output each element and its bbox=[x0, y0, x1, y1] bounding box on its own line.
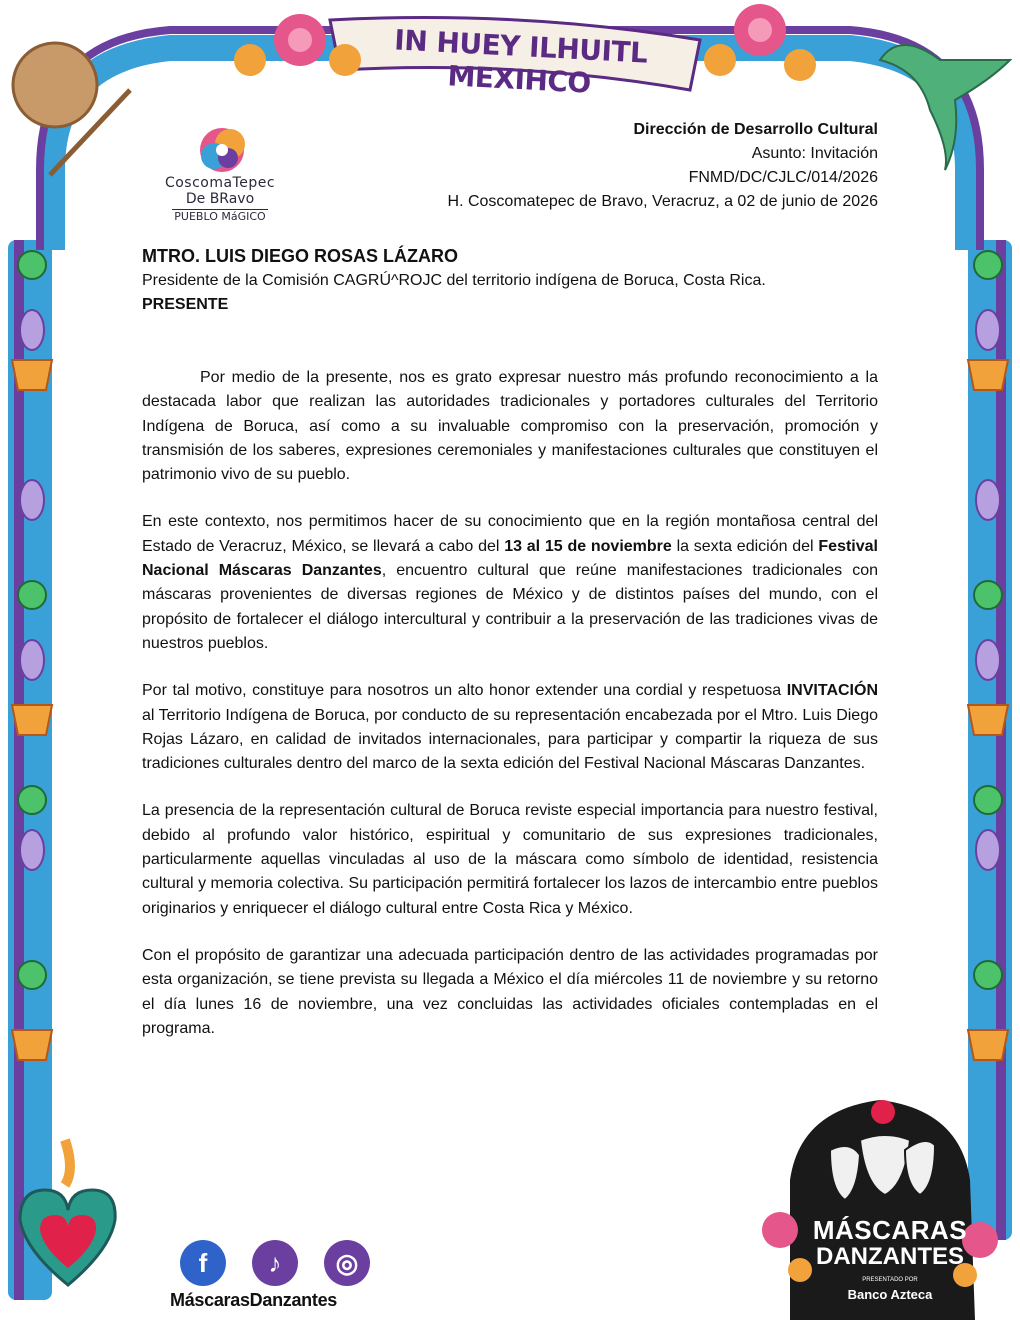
place-date: H. Coscomatepec de Bravo, Veracruz, a 02 de junio de 2026 bbox=[447, 193, 878, 210]
banner-title: IN HUEY ILHUITL MEXIHCO bbox=[393, 23, 649, 100]
presente: PRESENTE bbox=[142, 296, 229, 313]
social-handle: MáscarasDanzantes bbox=[170, 1290, 337, 1310]
paragraph-3: Por tal motivo, constituye para nosotros un alto honor extender una cordial y respetuosa INVITACIÓN al Territorio Indígena de Boruca, por conducto de su representación encabezada por el Mtro. Luis Diego Rojas Lázaro, en calidad de invitados internacionales, para participar y compartir la riqueza de sus tradiciones culturales dentro del marco de la sexta edición del Festival Nacional Máscaras Danzantes. bbox=[142, 682, 878, 773]
tiktok-icon[interactable]: ♪ bbox=[252, 1240, 298, 1286]
logo-line-3: PUEBLO MáGICO bbox=[174, 210, 266, 223]
logo-text-presented: PRESENTADO POR bbox=[862, 1277, 918, 1283]
subject: Asunto: Invitación bbox=[751, 145, 878, 162]
mascaras-danzantes-logo bbox=[790, 1085, 990, 1315]
paragraph-1: Por medio de la presente, nos es grato expresar nuestro más profundo reconocimiento a la destacada labor que realizan las autoridades tradicionales y portadores culturales del Territorio Indígena de Boruca, así como a su invaluable compromiso con la preservación, promoción y transmisión de los saberes, expresiones ceremoniales y manifestaciones culturales que constituyen el patrimonio vivo de su pueblo. bbox=[142, 369, 878, 484]
logo-line-2: De BRavo bbox=[185, 191, 255, 207]
logo-line-1: CoscomaTepec bbox=[164, 175, 276, 191]
logo-text-mascaras: MÁSCARAS bbox=[812, 1215, 968, 1245]
invitation-word: INVITACIÓN bbox=[786, 682, 878, 700]
paragraph-4: La presencia de la representación cultural de Boruca reviste especial importancia para nuestro festival, debido al profundo valor histórico, espiritual y comunitario de sus expresiones tradicionales, particularmente aquellas vinculadas al uso de la máscara como símbolo de identidad, resistencia cultural y memoria colectiva. Su participación permitirá fortalecer los lazos de intercambio entre pueblos originarios y enriquecer el diálogo cultural entre Costa Rica y México. bbox=[142, 802, 878, 917]
pueblo-magico-logo bbox=[150, 125, 290, 225]
facebook-icon[interactable]: f bbox=[180, 1240, 226, 1286]
instagram-icon[interactable]: ◎ bbox=[324, 1240, 370, 1286]
paragraph-5: Con el propósito de garantizar una adecuada participación dentro de las actividades programadas por esta organización, se tiene prevista su llegada a México el día miércoles 11 de noviembre y su retorno el día lunes 16 de noviembre, una vez concluidas las actividades oficiales contempladas en el programa. bbox=[142, 946, 878, 1037]
social-links bbox=[170, 1240, 390, 1310]
paragraph-2: En este contexto, nos permitimos hacer de su conocimiento que en la región montañosa central del Estado de Veracruz, México, se llevará a cabo del 13 al 15 de noviembre la sexta edición del Festival Nacional Máscaras Danzantes, encuentro cultural que reúne manifestaciones tradicionales con máscaras provenientes de diversas regiones de México y de distintos países del mundo, con el propósito de fortalecer el diálogo intercultural y contribuir a la preservación de las tradiciones vivas de nuestros pueblos. bbox=[142, 513, 879, 652]
department: Dirección de Desarrollo Cultural bbox=[633, 121, 878, 138]
recipient-block bbox=[142, 243, 882, 317]
recipient-name: MTRO. LUIS DIEGO ROSAS LÁZARO bbox=[142, 246, 459, 266]
sponsor-name: Banco Azteca bbox=[847, 1287, 933, 1302]
letter-body bbox=[142, 366, 878, 1064]
event-dates: 13 al 15 de noviembre bbox=[504, 537, 672, 555]
festival-name: Festival Nacional Máscaras Danzantes bbox=[142, 537, 878, 580]
reference-number: FNMD/DC/CJLC/014/2026 bbox=[688, 169, 878, 186]
logo-text-danzantes: DANZANTES bbox=[816, 1243, 964, 1270]
recipient-position: Presidente de la Comisión CAGRÚ^ROJC del territorio indígena de Boruca, Costa Rica. bbox=[142, 272, 766, 289]
letter-header bbox=[448, 118, 878, 214]
